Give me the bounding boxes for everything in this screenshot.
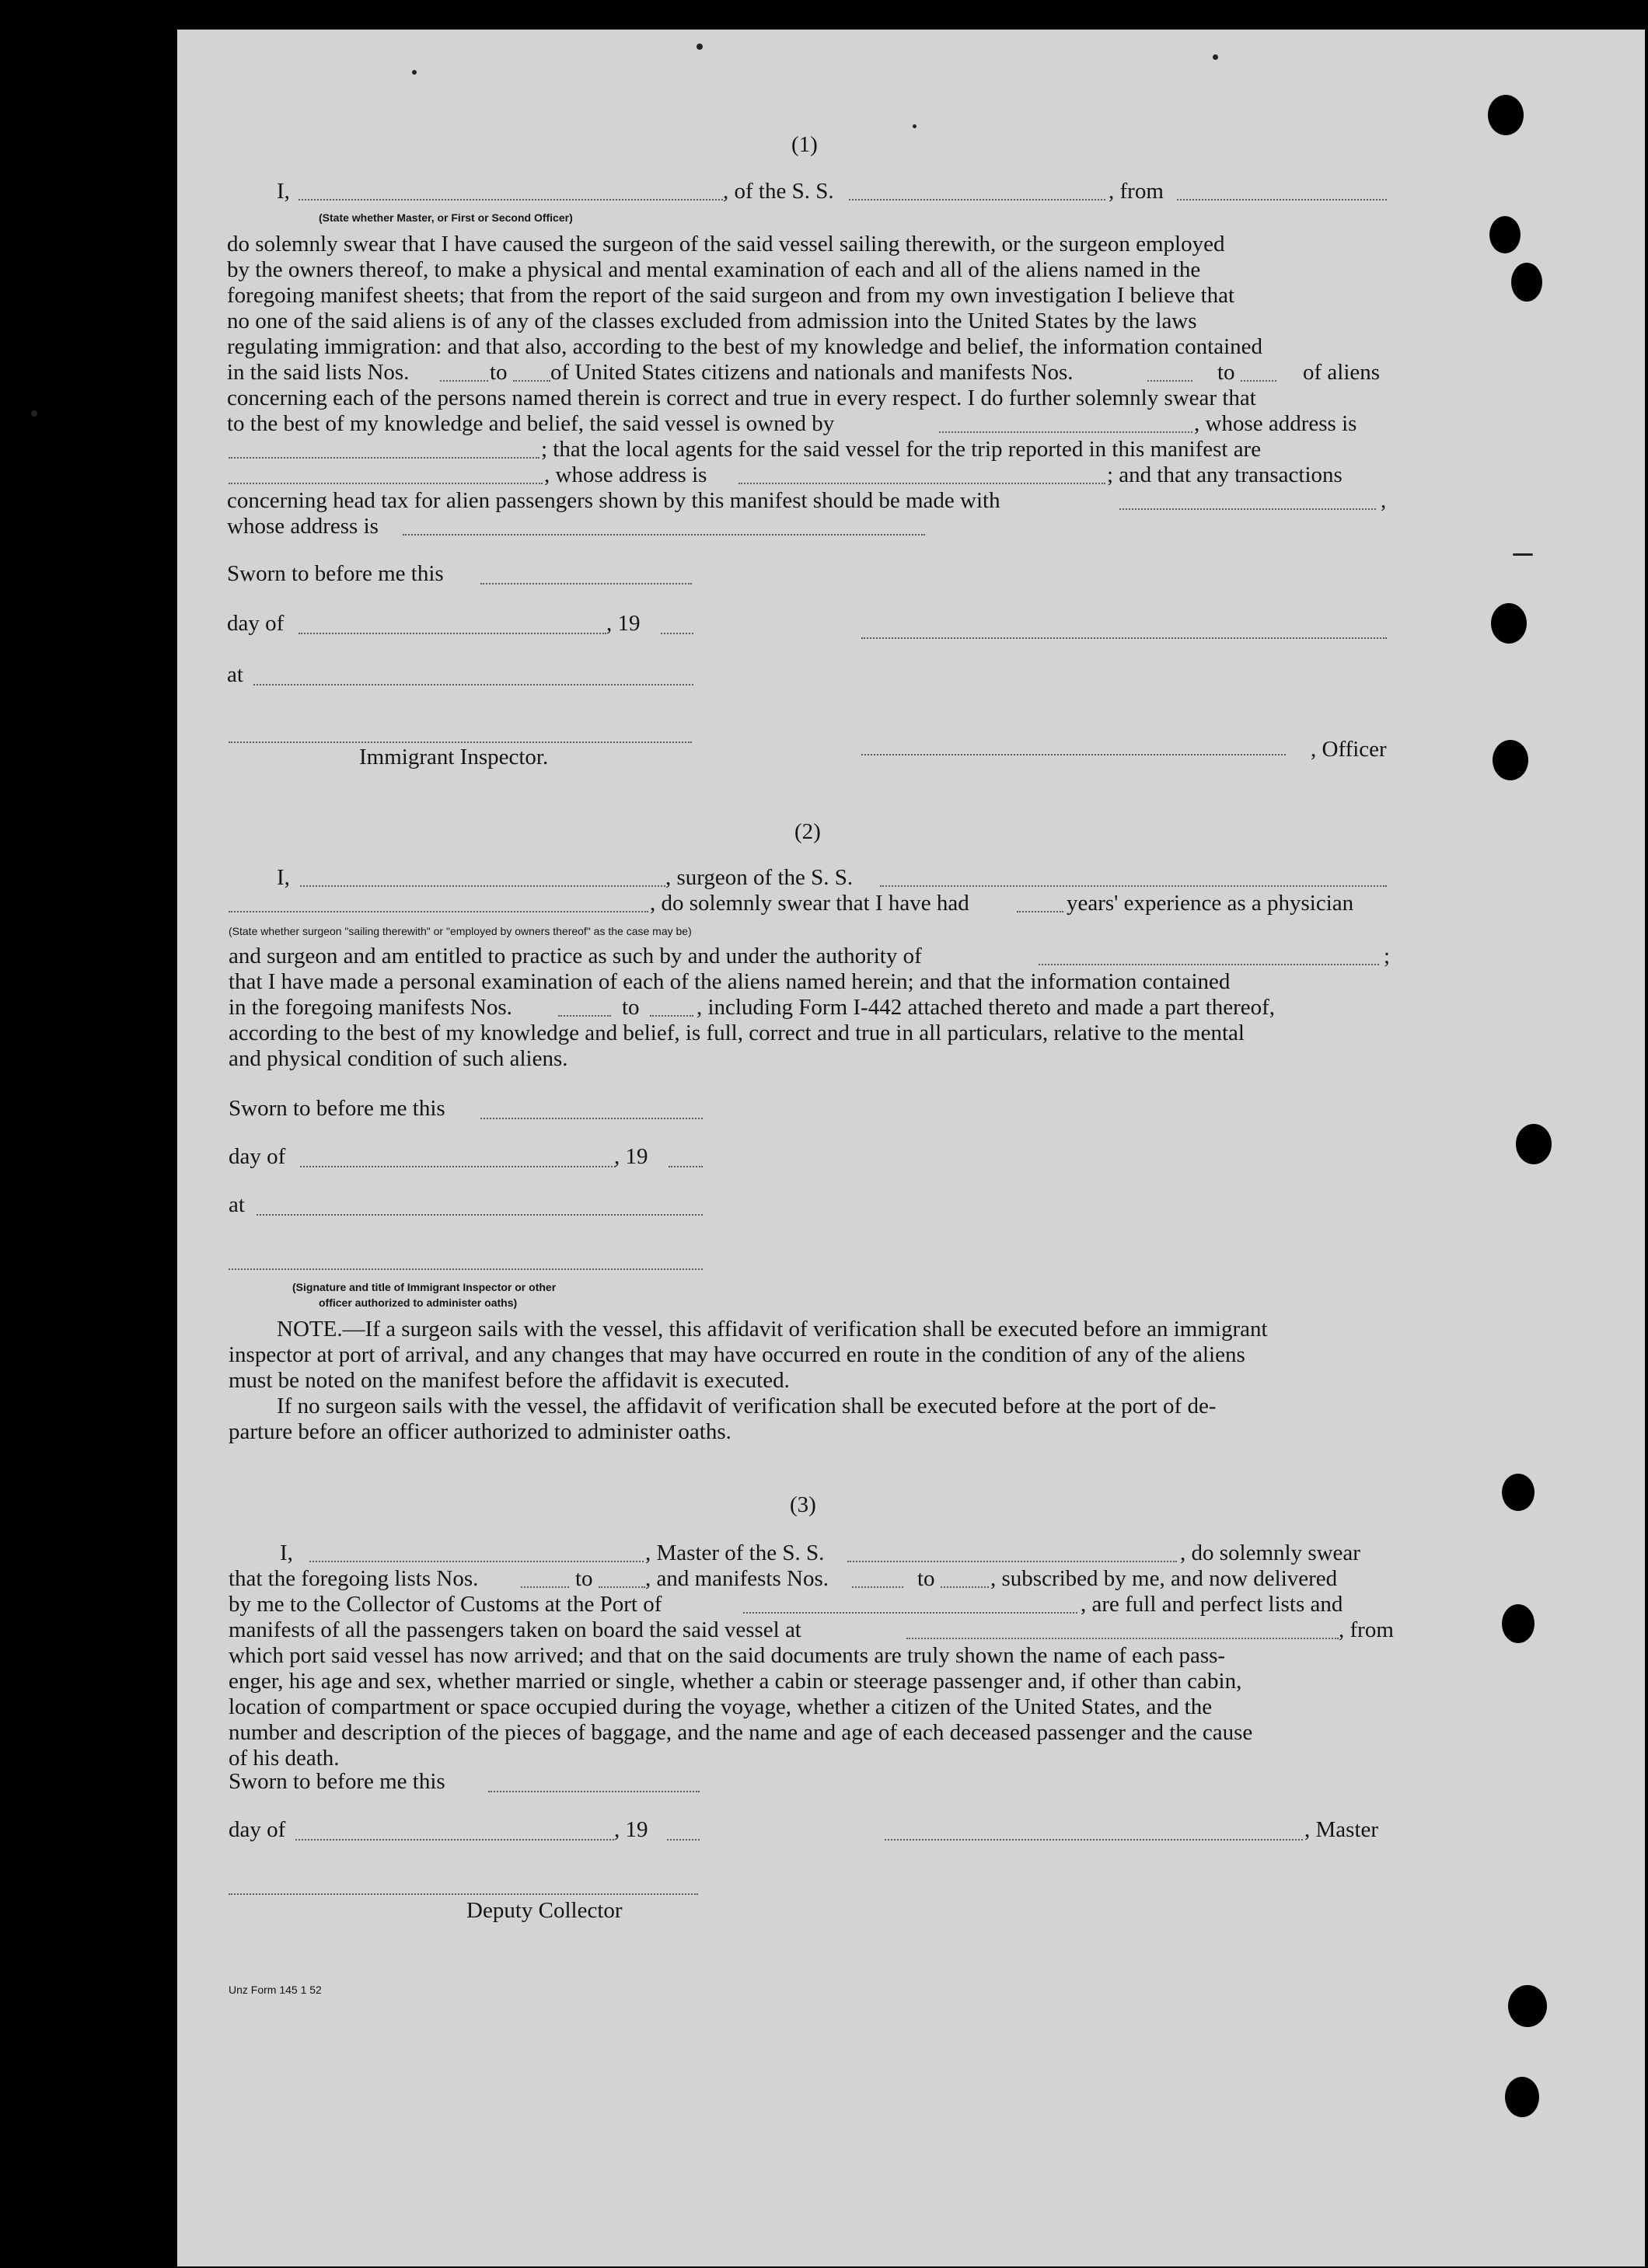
sworn-label: Sworn to before me this: [227, 561, 444, 586]
section-3-line: , from: [1339, 1617, 1394, 1642]
day-of-field[interactable]: [300, 1166, 616, 1167]
section-1-line: in the said lists Nos.: [227, 360, 410, 385]
manifests-to-field[interactable]: [941, 1586, 989, 1588]
port-field[interactable]: [743, 1612, 1077, 1614]
year-label: , 19: [606, 611, 641, 636]
section-1-line: concerning each of the persons named therein is correct and true in every respect. I do further solemnly swear that: [227, 386, 1256, 410]
day-of-field[interactable]: [295, 1839, 614, 1841]
local-agents-field[interactable]: [229, 483, 543, 484]
of-ss-label: , of the S. S.: [723, 179, 834, 204]
manifest-to-field[interactable]: [650, 1015, 693, 1017]
year-field[interactable]: [667, 1839, 700, 1841]
sworn-date-field[interactable]: [488, 1791, 700, 1792]
from-port-field[interactable]: [1177, 199, 1387, 201]
punch-hole: [1502, 1474, 1535, 1511]
section-3-line: by me to the Collector of Customs at the Port of: [229, 1592, 662, 1617]
sworn-label: Sworn to before me this: [229, 1096, 445, 1121]
punch-hole: [1491, 603, 1527, 644]
at-label: at: [227, 662, 243, 687]
deputy-collector-label: Deputy Collector: [466, 1898, 623, 1923]
at-place-field[interactable]: [257, 1214, 703, 1216]
section-1-line: ; that the local agents for the said vessel for the trip reported in this manifest are: [541, 437, 1262, 462]
officer-title-line[interactable]: [861, 754, 1286, 755]
section-2-line: years' experience as a physician: [1067, 891, 1354, 916]
embarkation-port-field[interactable]: [906, 1638, 1339, 1639]
surgeon-name-field[interactable]: [300, 885, 665, 887]
section-1-line: regulating immigration: and that also, according to the best of my knowledge and belief, the information contained: [227, 334, 1263, 359]
section-3-line: that the foregoing lists Nos.: [229, 1566, 479, 1591]
section-1-line: to the best of my knowledge and belief, the said vessel is owned by: [227, 411, 835, 436]
section-3-line: number and description of the pieces of baggage, and the name and age of each deceased passenger and the cause: [229, 1720, 1253, 1745]
section-1-line: by the owners thereof, to make a physical and mental examination of each and all of the aliens named in the: [227, 257, 1201, 282]
section-3-line: enger, his age and sex, whether married or single, whether a cabin or steerage passenger and, if other than cabin,: [229, 1669, 1242, 1694]
day-of-field[interactable]: [299, 633, 606, 634]
punch-hole: [1488, 95, 1524, 135]
section-1-line: , whose address is: [544, 462, 707, 487]
swear-label: , do solemnly swear: [1180, 1540, 1360, 1565]
section-3-line: of his death.: [229, 1746, 340, 1771]
section-3-line: manifests of all the passengers taken on board the said vessel at: [229, 1617, 801, 1642]
section-1-line: , whose address is: [1194, 411, 1357, 436]
section-1-line: do solemnly swear that I have caused the surgeon of the said vessel sailing therewith, or the surgeon employed: [227, 232, 1225, 256]
deputy-signature-line[interactable]: [229, 1893, 698, 1895]
ghost-mark: [1416, 478, 1445, 485]
year-field[interactable]: [669, 1166, 703, 1167]
master-of-label: , Master of the S. S.: [645, 1540, 825, 1565]
section-2-number: (2): [794, 819, 821, 844]
head-tax-address-field[interactable]: [403, 534, 925, 536]
speck: [31, 410, 37, 417]
section-1-line: whose address is: [227, 514, 379, 539]
speck: [1513, 553, 1533, 556]
lists-from-field[interactable]: [521, 1586, 569, 1588]
note-line: inspector at port of arrival, and any changes that may have occurred en route in the condition of any of the aliens: [229, 1342, 1245, 1367]
master-vessel-field[interactable]: [847, 1561, 1177, 1562]
inspector-signature-line[interactable]: [229, 1268, 703, 1270]
signature-note: (Signature and title of Immigrant Inspector or other: [292, 1281, 557, 1293]
punch-hole: [1502, 1604, 1535, 1643]
note-line: NOTE.—If a surgeon sails with the vessel, this affidavit of verification shall be executed before an immigrant: [277, 1317, 1268, 1342]
to-label: to: [622, 995, 640, 1020]
section-3-number: (3): [790, 1492, 816, 1517]
master-signature-line[interactable]: [885, 1839, 1303, 1841]
punch-hole: [1516, 1124, 1552, 1164]
section-1-line: no one of the said aliens is of any of the classes excluded from admission into the United States by the laws: [227, 309, 1197, 333]
to-label: to: [917, 1566, 935, 1591]
surgeon-status-note: (State whether surgeon "sailing therewith" or "employed by owners thereof" as the case may be): [229, 925, 692, 937]
speck: [913, 124, 917, 128]
punch-hole: [1489, 216, 1521, 253]
section-1-i: I,: [277, 179, 290, 204]
section-3-i: I,: [280, 1540, 293, 1565]
section-3-line: , are full and perfect lists and: [1081, 1592, 1343, 1617]
punch-hole: [1493, 740, 1528, 780]
vessel-name-field[interactable]: [849, 199, 1105, 201]
section-1-line: of aliens: [1303, 360, 1381, 385]
section-1-number: (1): [791, 132, 818, 157]
surgeon-of-label: , surgeon of the S. S.: [665, 865, 854, 890]
speck: [412, 70, 417, 75]
section-3-line: which port said vessel has now arrived; and that on the said documents are truly shown the name of each pass-: [229, 1643, 1226, 1668]
alien-manifest-from-field[interactable]: [1147, 380, 1192, 382]
officer-signature-line[interactable]: [861, 637, 1387, 639]
punch-hole: [1511, 263, 1542, 302]
year-label: , 19: [614, 1144, 648, 1169]
speck: [697, 44, 703, 50]
section-3-line: , and manifests Nos.: [645, 1566, 829, 1591]
speck: [1213, 54, 1218, 60]
signature-note: officer authorized to administer oaths): [319, 1296, 518, 1309]
section-1-line: foregoing manifest sheets; that from the report of the said surgeon and from my own investigation I believe that: [227, 283, 1235, 308]
section-2-line: , including Form I-442 attached thereto and made a part thereof,: [697, 995, 1276, 1020]
from-label: , from: [1109, 179, 1164, 204]
at-label: at: [229, 1192, 245, 1217]
alien-manifest-to-field[interactable]: [1241, 380, 1276, 382]
manifest-from-field[interactable]: [558, 1015, 611, 1017]
immigrant-inspector-label: Immigrant Inspector.: [359, 745, 549, 769]
section-3-line: , subscribed by me, and now delivered: [990, 1566, 1338, 1591]
officer-rank-field[interactable]: [299, 199, 723, 201]
section-1-line: of United States citizens and nationals and manifests Nos.: [550, 360, 1074, 385]
surgeon-vessel-field[interactable]: [880, 885, 1387, 887]
section-1-line: concerning head tax for alien passengers shown by this manifest should be made with: [227, 488, 1000, 513]
citizen-list-to-field[interactable]: [513, 380, 550, 382]
note-line: If no surgeon sails with the vessel, the affidavit of verification shall be executed before at the port of de-: [277, 1394, 1217, 1418]
note-line: parture before an officer authorized to administer oaths.: [229, 1419, 731, 1444]
section-3-line: location of compartment or space occupied during the voyage, whether a citizen of the United States, and the: [229, 1694, 1213, 1719]
section-1-line: ,: [1381, 488, 1387, 513]
punch-hole: [1505, 2077, 1539, 2117]
agents-address-field[interactable]: [738, 483, 1105, 484]
section-2-i: I,: [277, 865, 290, 890]
punch-hole: [1508, 1985, 1547, 2027]
year-label: , 19: [614, 1817, 648, 1842]
section-2-line: and surgeon and am entitled to practice as such by and under the authority of: [229, 944, 922, 968]
inspector-signature-line[interactable]: [229, 741, 692, 743]
to-label: to: [490, 360, 508, 385]
section-2-line: ;: [1384, 944, 1391, 968]
form-number: Unz Form 145 1 52: [229, 1984, 322, 1996]
to-label: to: [575, 1566, 593, 1591]
note-line: must be noted on the manifest before the affidavit is executed.: [229, 1368, 790, 1393]
practice-authority-field[interactable]: [1039, 964, 1379, 965]
year-field[interactable]: [661, 633, 693, 634]
master-name-field[interactable]: [309, 1561, 644, 1562]
master-label: , Master: [1304, 1817, 1379, 1842]
at-place-field[interactable]: [253, 684, 693, 686]
vessel-owner-field[interactable]: [939, 431, 1192, 433]
owner-address-field[interactable]: [229, 457, 539, 459]
sworn-date-field[interactable]: [480, 583, 692, 584]
years-experience-field[interactable]: [1017, 911, 1063, 912]
sworn-date-field[interactable]: [480, 1118, 703, 1119]
to-label: to: [1217, 360, 1235, 385]
section-1-line: ; and that any transactions: [1107, 462, 1342, 487]
section-2-line: in the foregoing manifests Nos.: [229, 995, 512, 1020]
section-2-line: and physical condition of such aliens.: [229, 1046, 568, 1071]
head-tax-contact-field[interactable]: [1119, 508, 1376, 510]
manifests-from-field[interactable]: [852, 1586, 903, 1588]
officer-label: , Officer: [1311, 737, 1387, 762]
state-officer-note: (State whether Master, or First or Second Officer): [319, 211, 573, 224]
day-of-label: day of: [229, 1144, 286, 1169]
sworn-label: Sworn to before me this: [229, 1769, 445, 1794]
section-2-line: that I have made a personal examination of each of the aliens named herein; and that the information contained: [229, 969, 1231, 994]
section-2-line: , do solemnly swear that I have had: [650, 891, 969, 916]
surgeon-status-field[interactable]: [229, 911, 648, 912]
lists-to-field[interactable]: [599, 1586, 645, 1588]
section-2-line: according to the best of my knowledge and belief, is full, correct and true in all particulars, relative to the mental: [229, 1021, 1245, 1045]
citizen-list-from-field[interactable]: [440, 380, 488, 382]
day-of-label: day of: [229, 1817, 286, 1842]
day-of-label: day of: [227, 611, 285, 636]
